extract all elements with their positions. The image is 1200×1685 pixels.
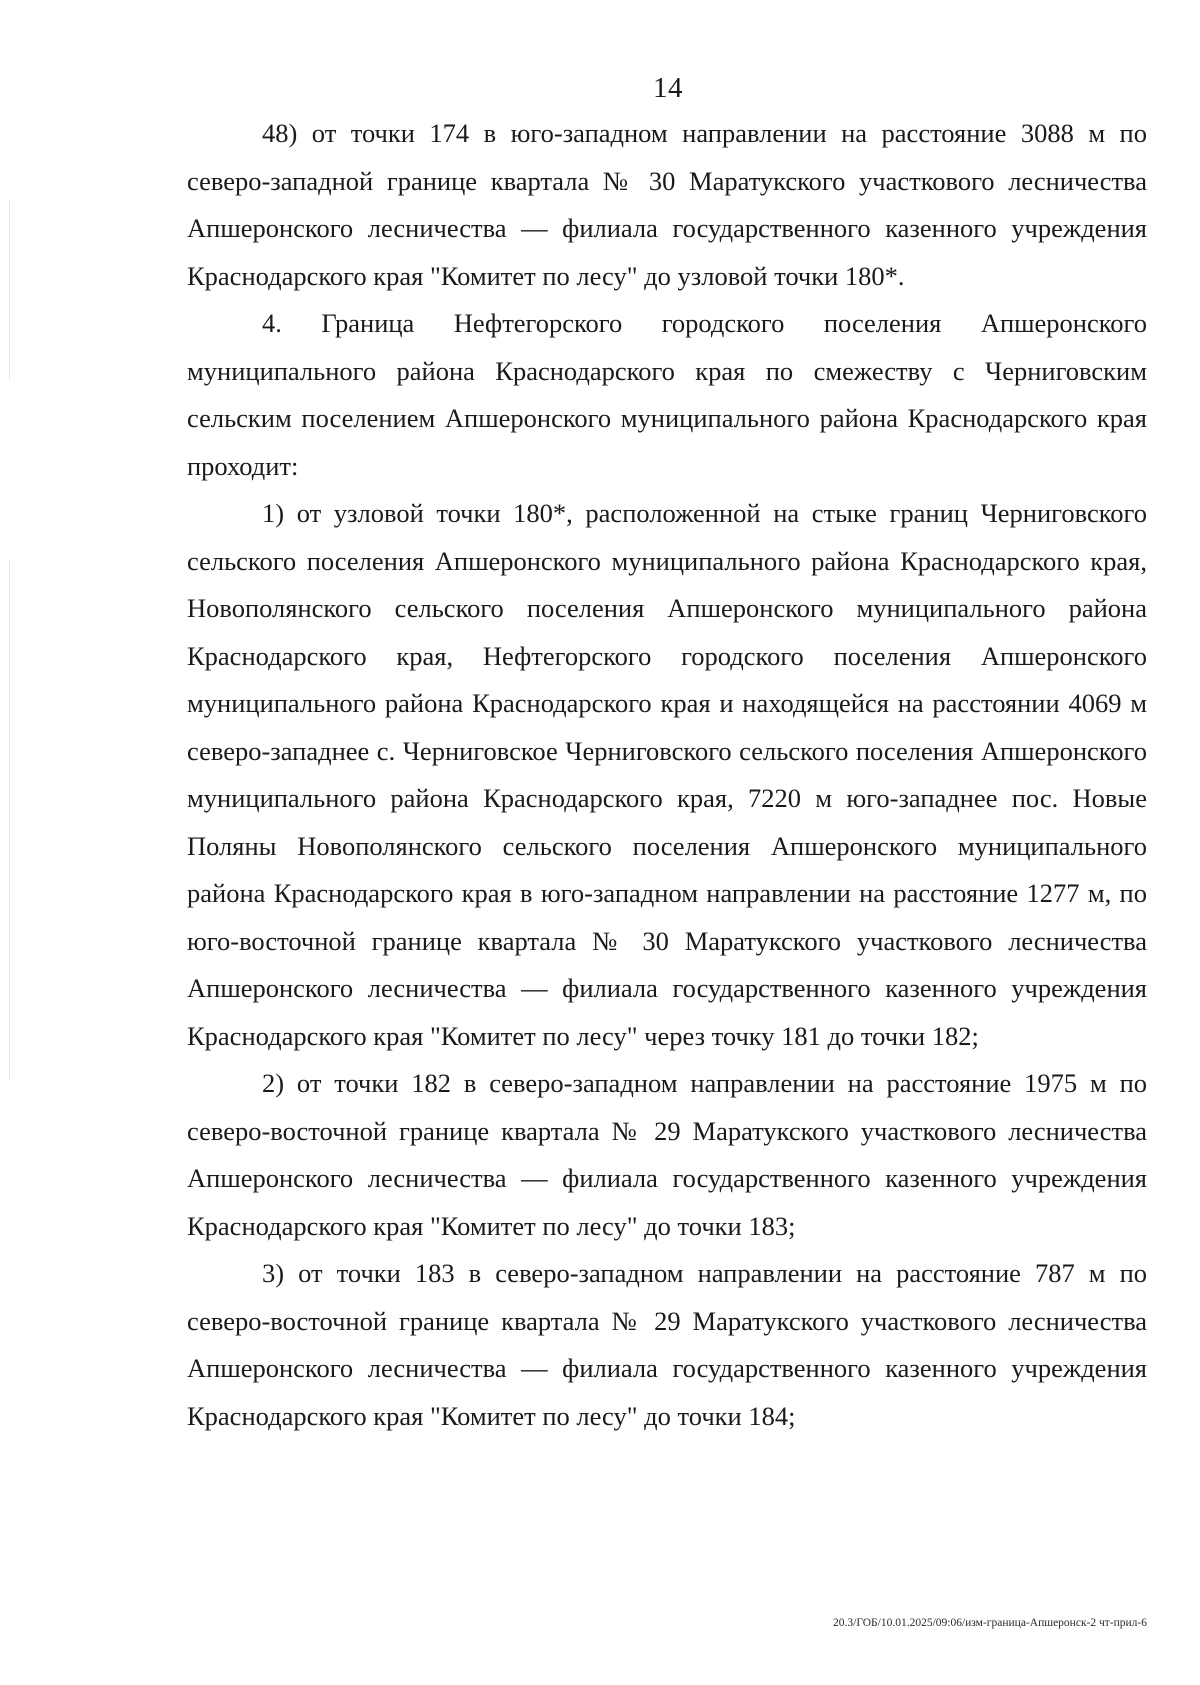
paragraph-item-3: 3) от точки 183 в северо-западном направлении на расстояние 787 м по северо-восточной границе квартала № 29 Маратукского участкового лесничества Апшеронского лесничества — филиала государственного казенного учреждения Краснодарского края "Комитет по лесу" до точки 184; [187, 1258, 1147, 1431]
paragraph-item-48: 48) от точки 174 в юго-западном направлении на расстояние 3088 м по северо-западной границе квартала № 30 Маратукского участкового лесничества Апшеронского лесничества — филиала государственного казенного учреждения Краснодарского края "Комитет по лесу" до узловой точки 180*. [187, 118, 1147, 291]
scan-edge-line-bottom [9, 560, 10, 1080]
footer-document-code: 20.3/ГОБ/10.01.2025/09:06/изм-граница-Апшеронск-2 чт-прил-6 [833, 1617, 1147, 1629]
document-body [187, 110, 1147, 1440]
paragraph-section-4: 4. Граница Нефтегорского городского поселения Апшеронского муниципального района Краснодарского края по смежеству с Черниговским сельским поселением Апшеронского муниципального района Краснодарского края проходит: [187, 308, 1147, 481]
scan-edge-line-top [9, 200, 10, 380]
paragraph-item-2: 2) от точки 182 в северо-западном направлении на расстояние 1975 м по северо-восточной границе квартала № 29 Маратукского участкового лесничества Апшеронского лесничества — филиала государственного казенного учреждения Краснодарского края "Комитет по лесу" до точки 183; [187, 1068, 1147, 1241]
paragraph-item-1: 1) от узловой точки 180*, расположенной на стыке границ Черниговского сельского поселения Апшеронского муниципального района Краснодарского края, Новополянского сельского поселения Апшеронского муниципального района Краснодарского края, Нефтегорского городского поселения Апшеронского муниципального района Краснодарского края и находящейся на расстоянии 4069 м северо-западнее с. Черниговское Черниговского сельского поселения Апшеронского муниципального района Краснодарского края, 7220 м юго-западнее пос. Новые Поляны Новополянского сельского поселения Апшеронского муниципального района Краснодарского края в юго-западном направлении на расстояние 1277 м, по юго-восточной границе квартала № 30 Маратукского участкового лесничества Апшеронского лесничества — филиала государственного казенного учреждения Краснодарского края "Комитет по лесу" через точку 181 до точки 182; [187, 498, 1147, 1051]
page-number: 14 [653, 72, 683, 104]
